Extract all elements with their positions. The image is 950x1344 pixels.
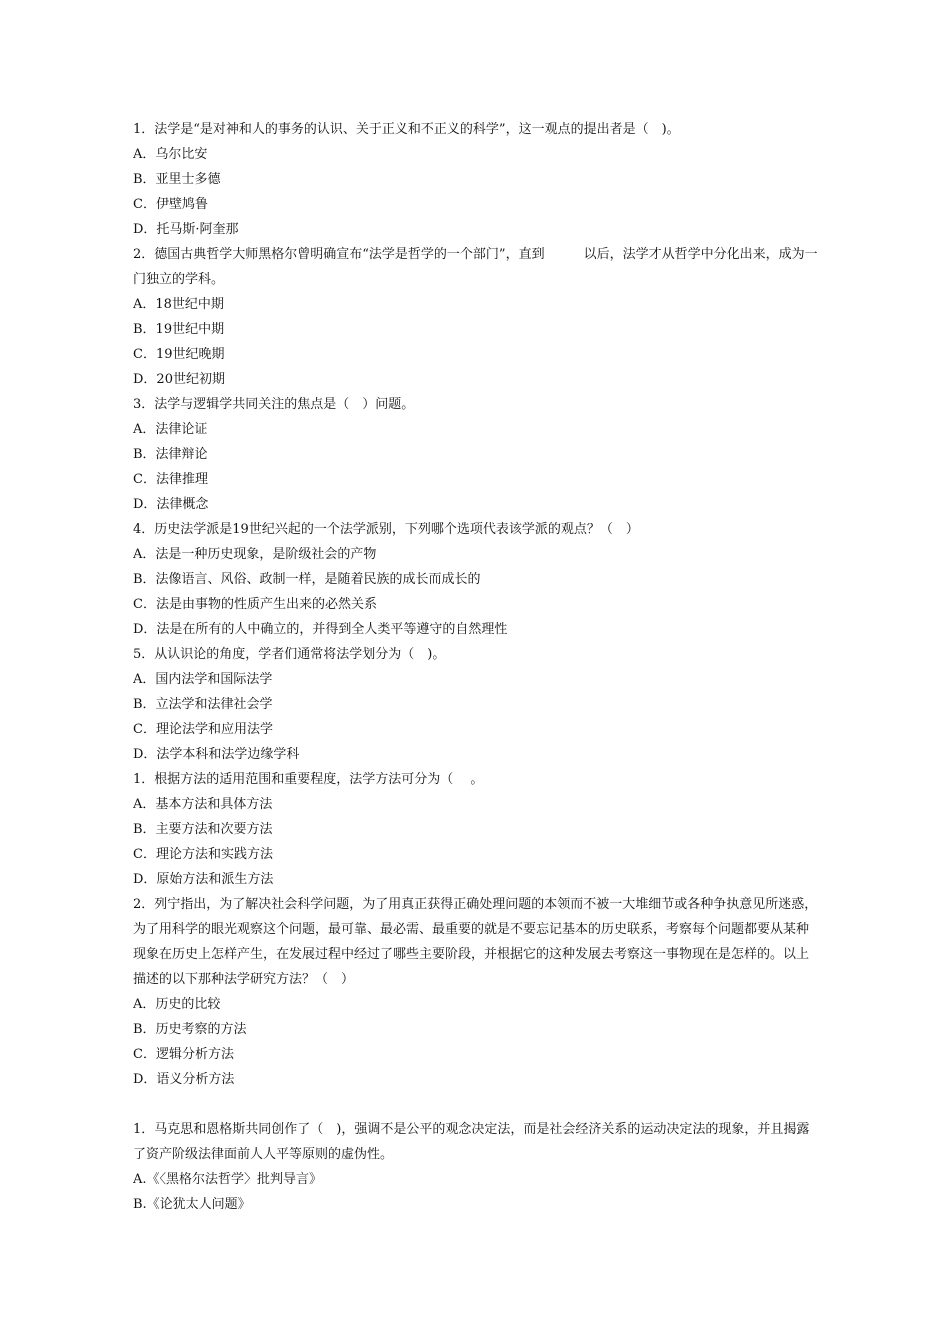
- question-1-option-c: C．伊壁鸠鲁: [133, 197, 208, 212]
- marxism-question-1-option-a: A.《〈黑格尔法哲学〉批判导言》: [133, 1172, 323, 1187]
- section-gap: [133, 1092, 818, 1117]
- question-2-option-b: B．19世纪中期: [133, 322, 225, 337]
- question-2: 2．德国古典哲学大师黑格尔曾明确宣布“法学是哲学的一个部门”，直到 以后，法学才从哲学中分化出来，成为一门独立的学科。: [133, 247, 818, 287]
- question-2-option-a: A．18世纪中期: [133, 297, 224, 312]
- method-question-1-option-d: D．原始方法和派生方法: [133, 872, 274, 887]
- question-3-option-a: A．法律论证: [133, 422, 208, 437]
- question-5: 5．从认识论的角度，学者们通常将法学划分为（ )。: [133, 647, 446, 662]
- question-1-option-d: D．托马斯·阿奎那: [133, 222, 239, 237]
- question-4: 4．历史法学派是19世纪兴起的一个法学派别，下列哪个选项代表该学派的观点？（ ）: [133, 522, 639, 537]
- question-3: 3．法学与逻辑学共同关注的焦点是（ ）问题。: [133, 397, 415, 412]
- method-question-1-option-b: B．主要方法和次要方法: [133, 822, 273, 837]
- question-1-option-a: A．乌尔比安: [133, 147, 208, 162]
- question-3-option-b: B．法律辩论: [133, 447, 208, 462]
- marxism-question-1-option-b: B.《论犹太人问题》: [133, 1197, 251, 1212]
- question-4-option-c: C．法是由事物的性质产生出来的必然关系: [133, 597, 377, 612]
- method-question-2-option-a: A．历史的比较: [133, 997, 221, 1012]
- question-4-option-a: A．法是一种历史现象，是阶级社会的产物: [133, 547, 377, 562]
- method-question-2-option-d: D．语义分析方法: [133, 1072, 235, 1087]
- question-3-option-c: C．法律推理: [133, 472, 208, 487]
- question-1: 1．法学是“是对神和人的事务的认识、关于正义和不正义的科学”，这一观点的提出者是（ )。: [133, 122, 680, 137]
- method-question-2-option-c: C．逻辑分析方法: [133, 1047, 234, 1062]
- question-5-option-d: D．法学本科和法学边缘学科: [133, 747, 300, 762]
- method-question-2-option-b: B．历史考察的方法: [133, 1022, 247, 1037]
- question-5-option-b: B．立法学和法律社会学: [133, 697, 273, 712]
- question-1-option-b: B．亚里士多德: [133, 172, 221, 187]
- question-4-option-b: B．法像语言、风俗、政制一样，是随着民族的成长而成长的: [133, 572, 481, 587]
- method-question-2: 2．列宁指出，为了解决社会科学问题，为了用真正获得正确处理问题的本领而不被一大堆细节或各种争执意见所迷惑，为了用科学的眼光观察这个问题，最可靠、最必需、最重要的就是不要忘记基本的历史联系，考察每个问题都要从某种现象在历史上怎样产生，在发展过程中经过了哪些主要阶段，并根据它的这种发展去考察这一事物现在是怎样的。以上描述的以下那种法学研究方法？（ ）: [133, 897, 818, 987]
- question-5-option-c: C．理论法学和应用法学: [133, 722, 273, 737]
- method-question-1: 1．根据方法的适用范围和重要程度，法学方法可分为（ 。: [133, 772, 484, 787]
- method-question-1-option-a: A．基本方法和具体方法: [133, 797, 273, 812]
- method-question-1-option-c: C．理论方法和实践方法: [133, 847, 273, 862]
- question-5-option-a: A．国内法学和国际法学: [133, 672, 273, 687]
- document-body: [133, 117, 818, 1217]
- marxism-question-1: 1．马克思和恩格斯共同创作了（ )，强调不是公平的观念决定法，而是社会经济关系的运动决定法的现象，并且揭露了资产阶级法律面前人人平等原则的虚伪性。: [133, 1122, 810, 1162]
- question-4-option-d: D．法是在所有的人中确立的，并得到全人类平等遵守的自然理性: [133, 622, 508, 637]
- question-2-option-d: D．20世纪初期: [133, 372, 225, 387]
- question-3-option-d: D．法律概念: [133, 497, 209, 512]
- question-2-option-c: C．19世纪晚期: [133, 347, 225, 362]
